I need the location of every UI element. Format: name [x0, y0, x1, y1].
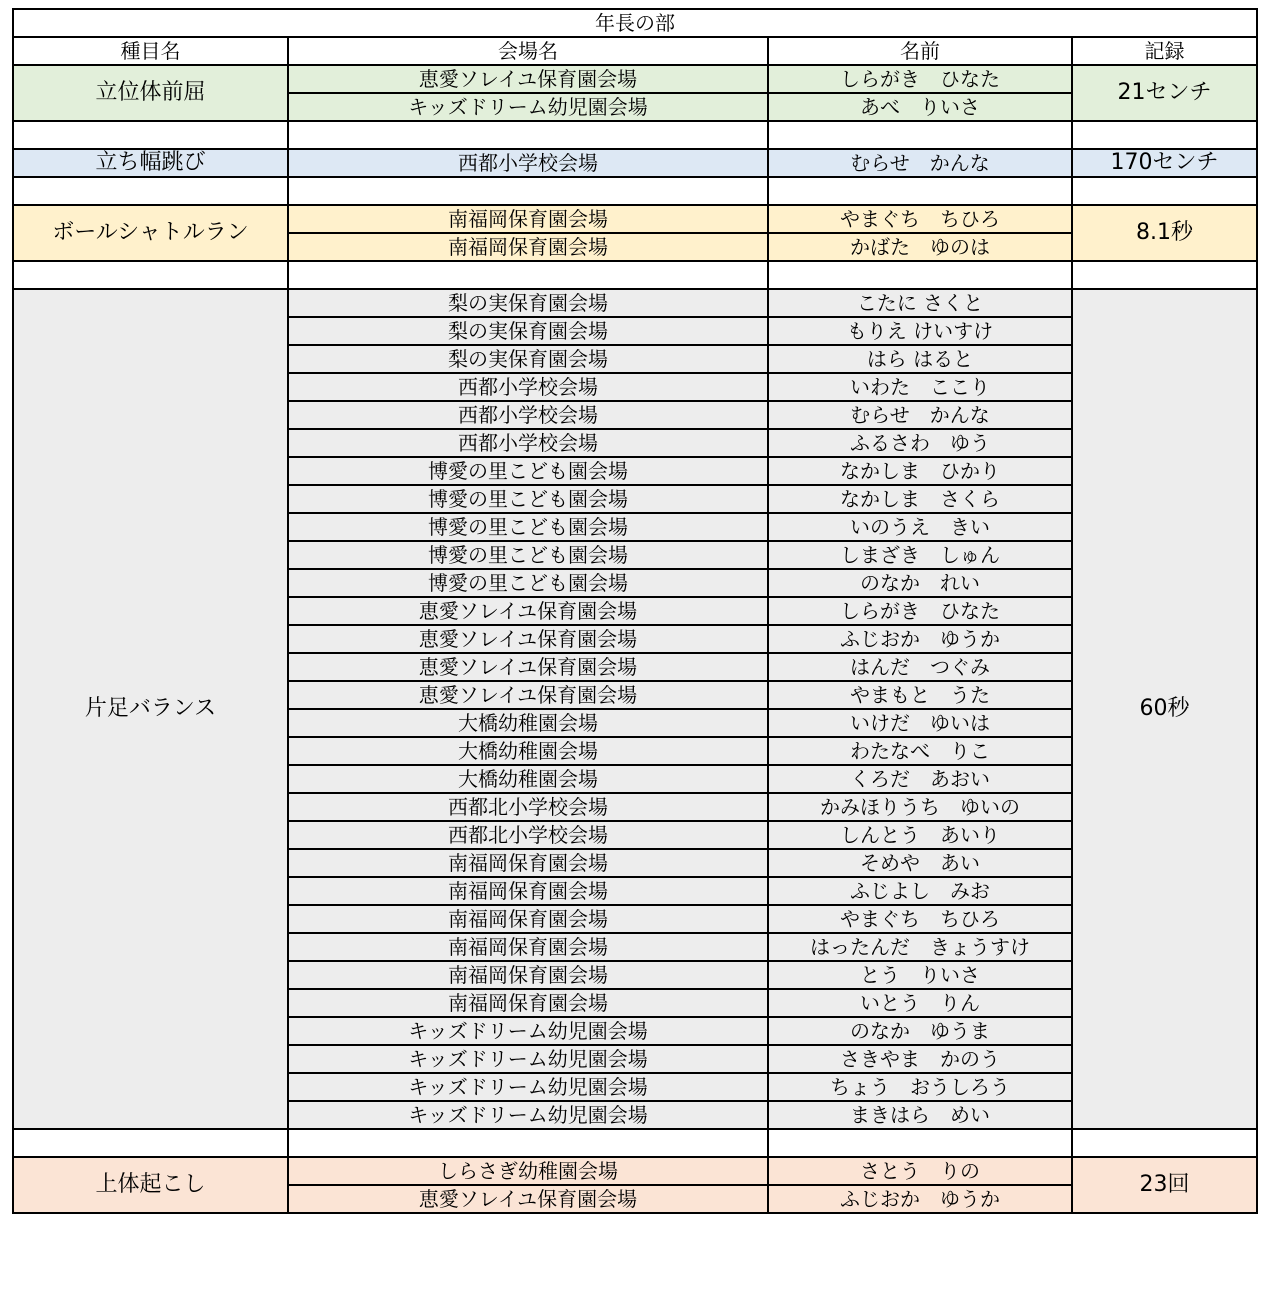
participant-name-cell: はんだ つぐみ	[768, 653, 1072, 681]
venue-cell: 博愛の里こども園会場	[288, 513, 768, 541]
participant-name-cell: いけだ ゆいは	[768, 709, 1072, 737]
venue-cell: 梨の実保育園会場	[288, 345, 768, 373]
event-name-cell: ボールシャトルラン	[13, 205, 288, 261]
participant-name-cell: ふるさわ ゆう	[768, 429, 1072, 457]
venue-cell: 大橋幼稚園会場	[288, 709, 768, 737]
participant-name-cell: ふじおか ゆうか	[768, 625, 1072, 653]
venue-cell: キッズドリーム幼児園会場	[288, 1017, 768, 1045]
record-cell: 23回	[1072, 1157, 1257, 1213]
participant-name-cell: さきやま かのう	[768, 1045, 1072, 1073]
participant-name-cell: かみほりうち ゆいの	[768, 793, 1072, 821]
empty-cell	[288, 1129, 768, 1157]
venue-cell: しらさぎ幼稚園会場	[288, 1157, 768, 1185]
venue-cell: 恵愛ソレイユ保育園会場	[288, 1185, 768, 1213]
event-name-cell: 片足バランス	[13, 289, 288, 1129]
empty-cell	[768, 121, 1072, 149]
participant-name-cell: やまもと うた	[768, 681, 1072, 709]
participant-name-cell: さとう りの	[768, 1157, 1072, 1185]
empty-cell	[13, 121, 288, 149]
header-venue: 会場名	[288, 37, 768, 65]
venue-cell: 大橋幼稚園会場	[288, 765, 768, 793]
participant-name-cell: いわた ここり	[768, 373, 1072, 401]
participant-name-cell: まきはら めい	[768, 1101, 1072, 1129]
participant-name-cell: かばた ゆのは	[768, 233, 1072, 261]
participant-name-cell: しらがき ひなた	[768, 65, 1072, 93]
venue-cell: 梨の実保育園会場	[288, 289, 768, 317]
record-cell: 60秒	[1072, 289, 1257, 1129]
empty-cell	[288, 177, 768, 205]
venue-cell: キッズドリーム幼児園会場	[288, 1045, 768, 1073]
header-record: 記録	[1072, 37, 1257, 65]
participant-name-cell: なかしま さくら	[768, 485, 1072, 513]
participant-name-cell: のなか れい	[768, 569, 1072, 597]
venue-cell: 博愛の里こども園会場	[288, 485, 768, 513]
venue-cell: 西都北小学校会場	[288, 793, 768, 821]
participant-name-cell: わたなべ りこ	[768, 737, 1072, 765]
venue-cell: 恵愛ソレイユ保育園会場	[288, 65, 768, 93]
venue-cell: 南福岡保育園会場	[288, 933, 768, 961]
venue-cell: 南福岡保育園会場	[288, 233, 768, 261]
event-name-cell: 立ち幅跳び	[13, 149, 288, 177]
venue-cell: 西都小学校会場	[288, 401, 768, 429]
empty-cell	[13, 177, 288, 205]
participant-name-cell: ちょう おうしろう	[768, 1073, 1072, 1101]
venue-cell: 西都小学校会場	[288, 149, 768, 177]
participant-name-cell: しまざき しゅん	[768, 541, 1072, 569]
participant-name-cell: とう りいさ	[768, 961, 1072, 989]
venue-cell: 恵愛ソレイユ保育園会場	[288, 625, 768, 653]
empty-cell	[1072, 121, 1257, 149]
header-row	[13, 37, 1257, 65]
venue-cell: 博愛の里こども園会場	[288, 457, 768, 485]
participant-name-cell: なかしま ひかり	[768, 457, 1072, 485]
venue-cell: キッズドリーム幼児園会場	[288, 93, 768, 121]
empty-cell	[288, 121, 768, 149]
venue-cell: キッズドリーム幼児園会場	[288, 1101, 768, 1129]
venue-cell: 西都北小学校会場	[288, 821, 768, 849]
participant-name-cell: ふじよし みお	[768, 877, 1072, 905]
venue-cell: 南福岡保育園会場	[288, 205, 768, 233]
venue-cell: 南福岡保育園会場	[288, 849, 768, 877]
participant-name-cell: くろだ あおい	[768, 765, 1072, 793]
empty-cell	[1072, 177, 1257, 205]
spacer-row	[13, 177, 1257, 205]
participant-name-cell: いとう りん	[768, 989, 1072, 1017]
participant-name-cell: やまぐち ちひろ	[768, 905, 1072, 933]
participant-name-cell: もりえ けいすけ	[768, 317, 1072, 345]
venue-cell: 大橋幼稚園会場	[288, 737, 768, 765]
empty-cell	[768, 261, 1072, 289]
participant-name-cell: こたに さくと	[768, 289, 1072, 317]
participant-name-cell: やまぐち ちひろ	[768, 205, 1072, 233]
record-cell: 170センチ	[1072, 149, 1257, 177]
table-row	[13, 205, 1257, 233]
participant-name-cell: あべ りいさ	[768, 93, 1072, 121]
spacer-row	[13, 1129, 1257, 1157]
participant-name-cell: そめや あい	[768, 849, 1072, 877]
table-title: 年長の部	[13, 9, 1257, 37]
venue-cell: 南福岡保育園会場	[288, 989, 768, 1017]
empty-cell	[288, 261, 768, 289]
title-row	[13, 9, 1257, 37]
venue-cell: 南福岡保育園会場	[288, 877, 768, 905]
empty-cell	[1072, 1129, 1257, 1157]
participant-name-cell: はら はると	[768, 345, 1072, 373]
empty-cell	[13, 261, 288, 289]
table-row	[13, 289, 1257, 317]
record-cell: 21センチ	[1072, 65, 1257, 121]
venue-cell: 南福岡保育園会場	[288, 961, 768, 989]
participant-name-cell: いのうえ きい	[768, 513, 1072, 541]
table-row	[13, 1157, 1257, 1185]
participant-name-cell: むらせ かんな	[768, 401, 1072, 429]
participant-name-cell: しんとう あいり	[768, 821, 1072, 849]
venue-cell: 梨の実保育園会場	[288, 317, 768, 345]
venue-cell: 西都小学校会場	[288, 429, 768, 457]
empty-cell	[1072, 261, 1257, 289]
participant-name-cell: はったんだ きょうすけ	[768, 933, 1072, 961]
table-row	[13, 65, 1257, 93]
table-row	[13, 149, 1257, 177]
venue-cell: キッズドリーム幼児園会場	[288, 1073, 768, 1101]
participant-name-cell: むらせ かんな	[768, 149, 1072, 177]
event-name-cell: 立位体前屈	[13, 65, 288, 121]
empty-cell	[768, 177, 1072, 205]
participant-name-cell: しらがき ひなた	[768, 597, 1072, 625]
venue-cell: 南福岡保育園会場	[288, 905, 768, 933]
venue-cell: 恵愛ソレイユ保育園会場	[288, 681, 768, 709]
event-name-cell: 上体起こし	[13, 1157, 288, 1213]
venue-cell: 博愛の里こども園会場	[288, 541, 768, 569]
venue-cell: 西都小学校会場	[288, 373, 768, 401]
venue-cell: 博愛の里こども園会場	[288, 569, 768, 597]
participant-name-cell: のなか ゆうま	[768, 1017, 1072, 1045]
venue-cell: 恵愛ソレイユ保育園会場	[288, 653, 768, 681]
results-table-body	[13, 9, 1257, 1213]
header-name: 名前	[768, 37, 1072, 65]
spacer-row	[13, 261, 1257, 289]
header-event: 種目名	[13, 37, 288, 65]
empty-cell	[13, 1129, 288, 1157]
empty-cell	[768, 1129, 1072, 1157]
record-cell: 8.1秒	[1072, 205, 1257, 261]
results-table	[12, 8, 1258, 1214]
venue-cell: 恵愛ソレイユ保育園会場	[288, 597, 768, 625]
participant-name-cell: ふじおか ゆうか	[768, 1185, 1072, 1213]
spacer-row	[13, 121, 1257, 149]
